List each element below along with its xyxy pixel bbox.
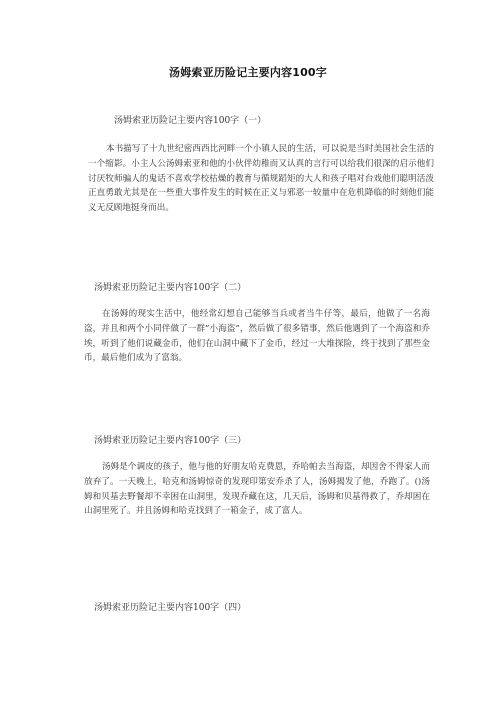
section-body: 在汤姆的现实生活中，他经常幻想自己能够当兵或者当牛仔等，最后，他做了一名海盗，并且和两个小同伴做了一群”小海盗”，然后做了很多错事，然后他遇到了一个海盗和乔埃，听到了他们说藏金币，他们在山洞中藏下了金币，经过一大堆探险，终于找到了那些金币，最后他们成为了富翁。 [84, 309, 430, 364]
document-title: 汤姆索亚历险记主要内容100字 [169, 66, 327, 79]
section-2 [84, 280, 440, 366]
section-heading: 汤姆索亚历险记主要内容100字（四） [94, 603, 247, 613]
section-body: 本书描写了十九世纪密西西比河畔一个小镇人民的生活，可以说是当时美国社会生活的一个缩影。小主人公汤姆索亚和他的小伙伴幼稚而又认真的言行可以给我们很深的启示他们讨厌牧师骗人的鬼话不喜欢学校枯燥的教育与循规蹈矩的大人和孩子唱对台戏他们聪明活泼正直勇敢尤其是在一些重大事件发生的时候在正义与邪恶一较量中在危机降临的时刻他们能义无反顾地挺身而出。 [88, 144, 434, 214]
section-heading: 汤姆索亚历险记主要内容100字（二） [94, 283, 247, 293]
section-heading: 汤姆索亚历险记主要内容100字（三） [94, 436, 247, 446]
section-heading: 汤姆索亚历险记主要内容100字（一） [114, 116, 267, 126]
section-1 [88, 113, 444, 216]
section-body: 汤姆是个调皮的孩子，他与他的好朋友哈克费恩，乔哈帕去当海盗，却因舍不得家人而放弃了。一天晚上，哈克和汤姆惊奇的发现印第安乔杀了人，汤姆揭发了他，乔跑了。()汤姆和贝基去野餐却不幸困在山洞里，发现乔藏在这，几天后，汤姆和贝基得救了，乔却困在山洞里死了。并且汤姆和哈克找到了一箱金子，成了富人。 [84, 462, 430, 517]
section-3 [84, 433, 440, 519]
section-4 [94, 600, 440, 613]
